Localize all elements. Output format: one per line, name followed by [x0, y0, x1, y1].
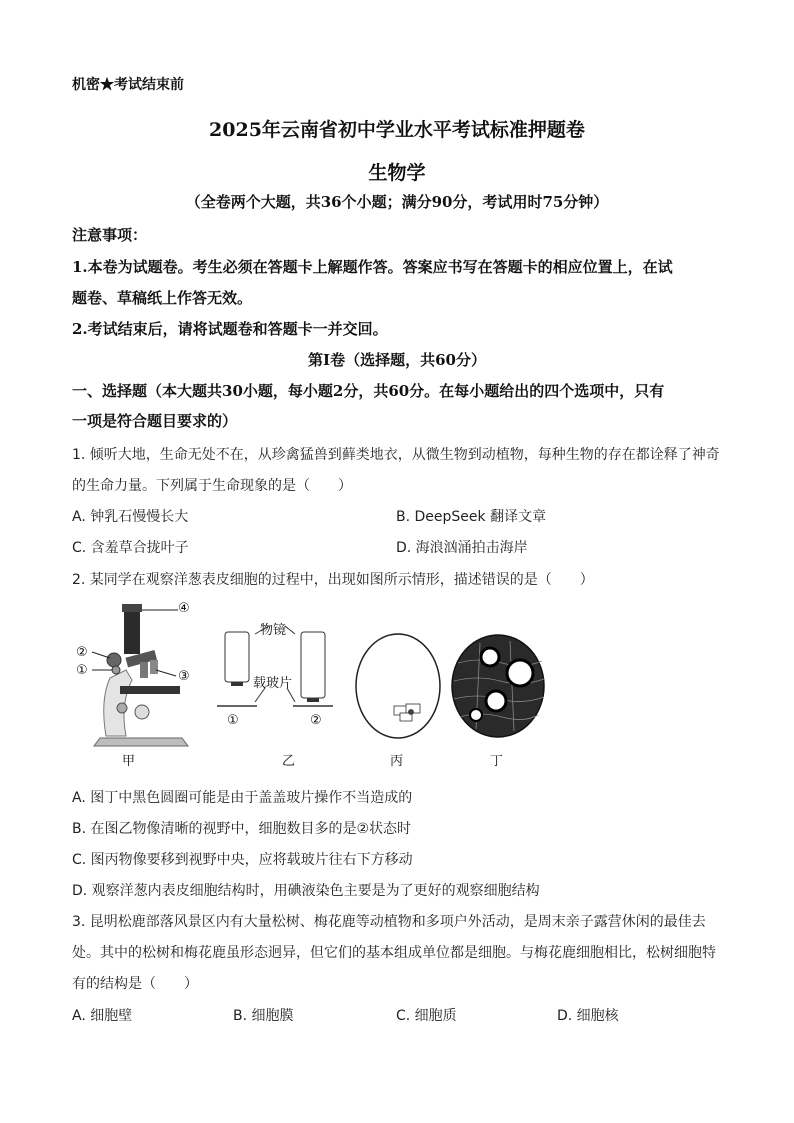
label-2: ②: [76, 645, 88, 660]
q3-stem-line-3: 有的结构是（ ）: [72, 976, 198, 992]
q3-option-d: D. 细胞核: [557, 1008, 619, 1024]
q1-option-b: B. DeepSeek 翻译文章: [396, 509, 547, 525]
label-3: ③: [178, 669, 190, 684]
q3-option-c: C. 细胞质: [396, 1008, 457, 1024]
confidential-label: 机密★考试结束前: [72, 77, 184, 93]
notice-heading: 注意事项：: [72, 226, 148, 244]
label-1: ①: [76, 663, 88, 678]
notice-item-1-line-2: 题卷、草稿纸上作答无效。: [72, 289, 253, 307]
section-1-line-1: 一、选择题（本大题共30小题，每小题2分，共60分。在每小题给出的四个选项中，只有: [72, 382, 665, 400]
part-1-title: 第Ⅰ卷（选择题，共60分）: [308, 351, 486, 369]
figure-jia-caption: 甲: [122, 754, 136, 769]
q1-stem-line-1: 1. 倾听大地，生命无处不在，从珍禽猛兽到藓类地衣，从微生物到动植物，每种生物的存在都诠释了神奇: [72, 447, 720, 463]
yi-label-2: ②: [310, 713, 322, 728]
figure-ding-caption: 丁: [490, 754, 504, 769]
figure-yi-caption: 乙: [282, 754, 296, 769]
q1-option-a: A. 钟乳石慢慢长大: [72, 509, 189, 525]
field-of-view-ding: [450, 633, 546, 739]
q2-option-b: B. 在图乙物像清晰的视野中，细胞数目多的是②状态时: [72, 821, 412, 837]
q2-option-d: D. 观察洋葱内表皮细胞结构时，用碘液染色主要是为了更好的观察细胞结构: [72, 883, 540, 899]
q1-option-d: D. 海浪汹涌拍击海岸: [396, 540, 528, 556]
yi-label-1: ①: [227, 713, 239, 728]
q2-option-a: A. 图丁中黑色圆圈可能是由于盖盖玻片操作不当造成的: [72, 790, 413, 806]
notice-item-2: 2.考试结束后，请将试题卷和答题卡一并交回。: [72, 320, 388, 338]
q1-option-c: C. 含羞草合拢叶子: [72, 540, 189, 556]
figure-bing-caption: 丙: [390, 754, 404, 769]
exam-title: 2025年云南省初中学业水平考试标准押题卷: [209, 119, 585, 141]
subject-title: 生物学: [368, 162, 426, 184]
q3-option-a: A. 细胞壁: [72, 1008, 133, 1024]
q2-option-c: C. 图丙物像要移到视野中央，应将载玻片往右下方移动: [72, 852, 413, 868]
q3-stem-line-2: 处。其中的松树和梅花鹿虽形态迥异，但它们的基本组成单位都是细胞。与梅花鹿细胞相比，松树细胞特: [72, 945, 716, 961]
objective-label: 物镜: [260, 623, 287, 638]
section-1-line-2: 一项是符合题目要求的）: [72, 412, 238, 430]
exam-info: （全卷两个大题，共36个小题；满分90分，考试用时75分钟）: [185, 193, 609, 211]
q1-stem-line-2: 的生命力量。下列属于生命现象的是（ ）: [72, 478, 352, 494]
label-4: ④: [178, 601, 190, 616]
q3-option-b: B. 细胞膜: [233, 1008, 294, 1024]
notice-item-1-line-1: 1.本卷为试题卷。考生必须在答题卡上解题作答。答案应书写在答题卡的相应位置上，在试: [72, 258, 673, 276]
slide-label: 载玻片: [253, 676, 293, 691]
q3-stem-line-1: 3. 昆明松鹿部落风景区内有大量松树、梅花鹿等动植物和多项户外活动，是周末亲子露营休闲的最佳去: [72, 914, 706, 930]
field-of-view-bing: [354, 632, 442, 740]
q2-stem: 2. 某同学在观察洋葱表皮细胞的过程中，出现如图所示情形，描述错误的是（ ）: [72, 572, 594, 588]
